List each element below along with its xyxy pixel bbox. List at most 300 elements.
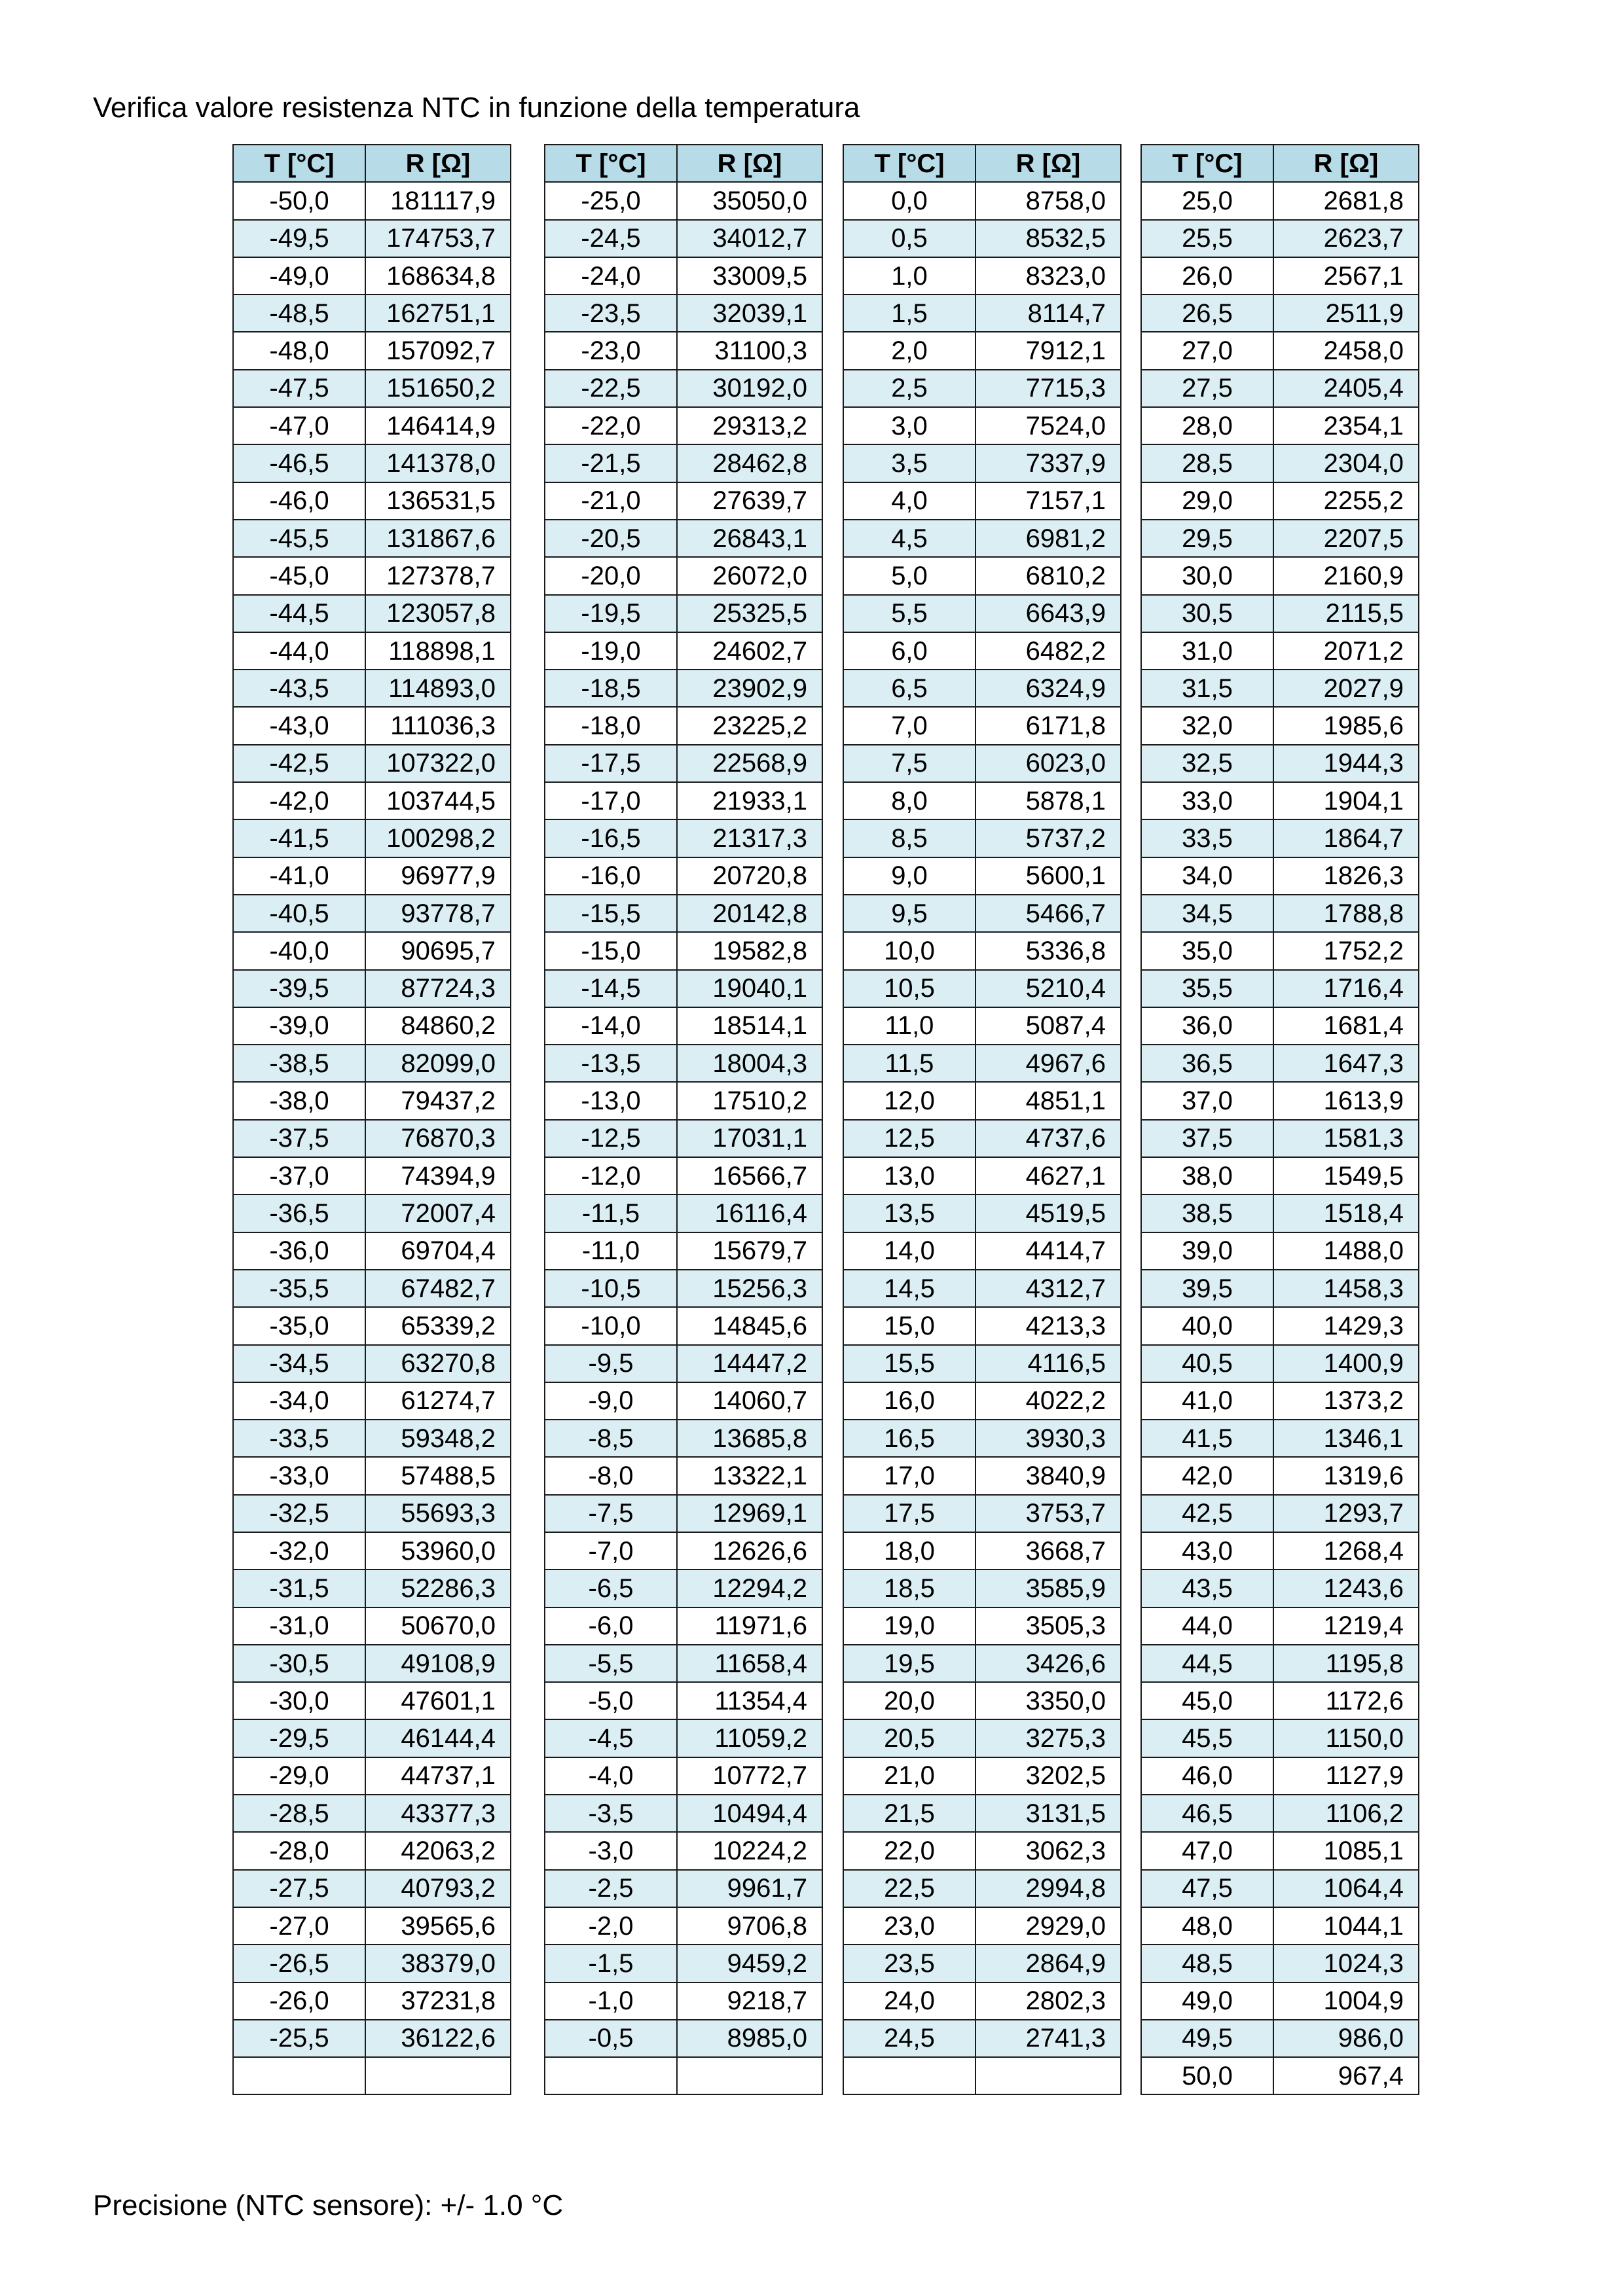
resistance-cell: 8758,0: [976, 182, 1121, 219]
temperature-cell: 6,5: [843, 670, 976, 707]
resistance-cell: 19040,1: [677, 970, 822, 1007]
table-row: [233, 1945, 511, 1982]
temperature-cell: 17,0: [843, 1457, 976, 1494]
table-row: [1141, 1194, 1419, 1232]
resistance-cell: 100298,2: [365, 819, 511, 857]
temperature-cell: 22,5: [843, 1870, 976, 1907]
table-row: [1141, 670, 1419, 707]
resistance-cell: 1268,4: [1273, 1532, 1419, 1570]
temperature-cell: -18,5: [545, 670, 677, 707]
resistance-cell: 3505,3: [976, 1607, 1121, 1645]
temperature-cell: 28,5: [1141, 444, 1273, 482]
resistance-cell: 1346,1: [1273, 1420, 1419, 1457]
resistance-cell: 3202,5: [976, 1757, 1121, 1795]
ntc-table-2: [544, 144, 823, 2095]
table-row: [233, 295, 511, 332]
table-row: [545, 782, 822, 819]
ntc-table-3: [843, 144, 1122, 2095]
header-row: [545, 145, 822, 182]
temperature-cell: 6,0: [843, 632, 976, 670]
table-row: [1141, 1157, 1419, 1194]
temperature-cell: -1,0: [545, 1982, 677, 2020]
resistance-cell: 4967,6: [976, 1045, 1121, 1082]
resistance-cell: [976, 2057, 1121, 2094]
resistance-cell: 1127,9: [1273, 1757, 1419, 1795]
resistance-cell: 174753,7: [365, 220, 511, 257]
resistance-cell: 43377,3: [365, 1795, 511, 1832]
temperature-cell: -38,0: [233, 1082, 365, 1119]
resistance-cell: 2027,9: [1273, 670, 1419, 707]
temperature-cell: 1,5: [843, 295, 976, 332]
resistance-cell: 103744,5: [365, 782, 511, 819]
table-row: [233, 970, 511, 1007]
table-row: [843, 295, 1121, 332]
table-row: [545, 819, 822, 857]
table-row: [545, 1645, 822, 1682]
resistance-cell: 5336,8: [976, 932, 1121, 969]
resistance-cell: 17031,1: [677, 1120, 822, 1157]
temperature-cell: 26,5: [1141, 295, 1273, 332]
ntc-table-1: [232, 144, 511, 2095]
temperature-cell: 31,5: [1141, 670, 1273, 707]
resistance-cell: 14845,6: [677, 1307, 822, 1344]
temperature-cell: 5,5: [843, 595, 976, 632]
table-row: [843, 444, 1121, 482]
resistance-cell: 44737,1: [365, 1757, 511, 1795]
resistance-cell: 2681,8: [1273, 182, 1419, 219]
temperature-cell: 15,0: [843, 1307, 976, 1344]
temperature-cell: -45,0: [233, 557, 365, 594]
table-row: [545, 1495, 822, 1532]
resistance-cell: 31100,3: [677, 332, 822, 369]
temperature-cell: -46,5: [233, 444, 365, 482]
table-row: [233, 407, 511, 444]
table-row: [233, 1420, 511, 1457]
resistance-cell: 29313,2: [677, 407, 822, 444]
table-row: [1141, 1757, 1419, 1795]
temperature-cell: -24,5: [545, 220, 677, 257]
temperature-cell: -8,5: [545, 1420, 677, 1457]
table-row: [233, 557, 511, 594]
resistance-cell: 4627,1: [976, 1157, 1121, 1194]
resistance-cell: 72007,4: [365, 1194, 511, 1232]
table-row: [1141, 1345, 1419, 1382]
temperature-cell: 48,5: [1141, 1945, 1273, 1982]
table-row: [545, 1870, 822, 1907]
temperature-cell: -25,0: [545, 182, 677, 219]
table-row: [233, 220, 511, 257]
temperature-cell: -20,5: [545, 520, 677, 557]
temperature-cell: 25,5: [1141, 220, 1273, 257]
temperature-cell: -13,5: [545, 1045, 677, 1082]
resistance-cell: 2458,0: [1273, 332, 1419, 369]
table-row: [233, 257, 511, 295]
temperature-cell: -37,5: [233, 1120, 365, 1157]
table-row: [1141, 932, 1419, 969]
table-row: [1141, 819, 1419, 857]
table-row: [843, 632, 1121, 670]
temperature-cell: 19,0: [843, 1607, 976, 1645]
resistance-cell: 146414,9: [365, 407, 511, 444]
resistance-cell: 13322,1: [677, 1457, 822, 1494]
resistance-cell: 6023,0: [976, 745, 1121, 782]
temperature-cell: -6,5: [545, 1570, 677, 1607]
table-row: [1141, 1532, 1419, 1570]
resistance-cell: 4312,7: [976, 1270, 1121, 1307]
resistance-cell: 18514,1: [677, 1007, 822, 1045]
resistance-cell: 8985,0: [677, 2020, 822, 2057]
resistance-cell: 5737,2: [976, 819, 1121, 857]
temperature-cell: -43,5: [233, 670, 365, 707]
resistance-cell: 14447,2: [677, 1345, 822, 1382]
resistance-header: R [Ω]: [1273, 145, 1419, 182]
resistance-cell: 6482,2: [976, 632, 1121, 670]
resistance-cell: 8323,0: [976, 257, 1121, 295]
temperature-cell: -15,0: [545, 932, 677, 969]
table-row: [233, 1607, 511, 1645]
temperature-cell: -43,0: [233, 707, 365, 744]
table-row: [545, 1082, 822, 1119]
table-row: [545, 1757, 822, 1795]
table-row: [1141, 1907, 1419, 1945]
resistance-cell: 22568,9: [677, 745, 822, 782]
table-row: [1141, 1420, 1419, 1457]
temperature-cell: 29,5: [1141, 520, 1273, 557]
table-row: [545, 1270, 822, 1307]
table-row: [843, 2020, 1121, 2057]
table-row: [233, 1382, 511, 1420]
table-row: [233, 1345, 511, 1382]
resistance-header: R [Ω]: [976, 145, 1121, 182]
temperature-cell: -19,5: [545, 595, 677, 632]
temperature-cell: 40,5: [1141, 1345, 1273, 1382]
resistance-cell: 2802,3: [976, 1982, 1121, 2020]
table-row: [843, 1270, 1121, 1307]
temperature-cell: 3,0: [843, 407, 976, 444]
table-row: [545, 1045, 822, 1082]
resistance-cell: 4116,5: [976, 1345, 1121, 1382]
table-row: [843, 1945, 1121, 1982]
table-row: [545, 257, 822, 295]
table-row: [843, 1120, 1121, 1157]
resistance-cell: 67482,7: [365, 1270, 511, 1307]
temperature-cell: 49,5: [1141, 2020, 1273, 2057]
table-row: [1141, 1232, 1419, 1270]
resistance-cell: 111036,3: [365, 707, 511, 744]
resistance-cell: 36122,6: [365, 2020, 511, 2057]
table-row: [545, 520, 822, 557]
table-row: [233, 1832, 511, 1869]
table-row: [1141, 745, 1419, 782]
resistance-cell: 5210,4: [976, 970, 1121, 1007]
table-row: [233, 1719, 511, 1757]
resistance-cell: 1488,0: [1273, 1232, 1419, 1270]
temperature-cell: [843, 2057, 976, 2094]
temperature-cell: -40,5: [233, 895, 365, 932]
temperature-cell: 30,0: [1141, 557, 1273, 594]
resistance-cell: 2304,0: [1273, 444, 1419, 482]
temperature-cell: 2,0: [843, 332, 976, 369]
temperature-cell: -46,0: [233, 482, 365, 520]
temperature-cell: -23,0: [545, 332, 677, 369]
table-row: [545, 1194, 822, 1232]
table-row: [843, 2057, 1121, 2094]
temperature-cell: -49,0: [233, 257, 365, 295]
temperature-cell: 4,5: [843, 520, 976, 557]
temperature-cell: 39,5: [1141, 1270, 1273, 1307]
temperature-cell: 48,0: [1141, 1907, 1273, 1945]
table-row: [1141, 1570, 1419, 1607]
temperature-cell: -11,5: [545, 1194, 677, 1232]
table-row: [233, 1645, 511, 1682]
resistance-cell: 17510,2: [677, 1082, 822, 1119]
temperature-cell: -12,5: [545, 1120, 677, 1157]
table-row: [233, 2057, 511, 2094]
resistance-cell: 157092,7: [365, 332, 511, 369]
table-row: [233, 1795, 511, 1832]
table-row: [843, 670, 1121, 707]
table-row: [233, 482, 511, 520]
resistance-cell: 7715,3: [976, 370, 1121, 407]
temperature-cell: -44,0: [233, 632, 365, 670]
resistance-cell: 55693,3: [365, 1495, 511, 1532]
resistance-cell: 87724,3: [365, 970, 511, 1007]
resistance-cell: 2354,1: [1273, 407, 1419, 444]
table-row: [1141, 1719, 1419, 1757]
resistance-cell: 50670,0: [365, 1607, 511, 1645]
table-row: [843, 1570, 1121, 1607]
resistance-cell: 61274,7: [365, 1382, 511, 1420]
temperature-cell: 14,5: [843, 1270, 976, 1307]
temperature-cell: [233, 2057, 365, 2094]
temperature-cell: -22,0: [545, 407, 677, 444]
temperature-cell: 35,5: [1141, 970, 1273, 1007]
temperature-cell: -23,5: [545, 295, 677, 332]
temperature-cell: -21,5: [545, 444, 677, 482]
resistance-cell: 7337,9: [976, 444, 1121, 482]
resistance-cell: 123057,8: [365, 595, 511, 632]
resistance-cell: 5466,7: [976, 895, 1121, 932]
table-row: [233, 932, 511, 969]
temperature-cell: -16,5: [545, 819, 677, 857]
precision-note: Precisione (NTC sensore): +/- 1.0 °C: [93, 2189, 564, 2221]
header-row: [843, 145, 1121, 182]
temperature-cell: -48,5: [233, 295, 365, 332]
resistance-cell: 7157,1: [976, 482, 1121, 520]
resistance-cell: 23902,9: [677, 670, 822, 707]
table-row: [843, 707, 1121, 744]
temperature-cell: -11,0: [545, 1232, 677, 1270]
table-row: [233, 782, 511, 819]
resistance-cell: 1293,7: [1273, 1495, 1419, 1532]
resistance-cell: 2994,8: [976, 1870, 1121, 1907]
resistance-cell: 21317,3: [677, 819, 822, 857]
resistance-cell: 162751,1: [365, 295, 511, 332]
temperature-cell: -1,5: [545, 1945, 677, 1982]
resistance-cell: 6324,9: [976, 670, 1121, 707]
temperature-cell: -0,5: [545, 2020, 677, 2057]
resistance-cell: 1826,3: [1273, 857, 1419, 895]
temperature-cell: 37,5: [1141, 1120, 1273, 1157]
resistance-cell: 47601,1: [365, 1682, 511, 1719]
table-row: [1141, 1457, 1419, 1494]
temperature-cell: -10,5: [545, 1270, 677, 1307]
resistance-cell: 4022,2: [976, 1382, 1121, 1420]
temperature-cell: 45,0: [1141, 1682, 1273, 1719]
resistance-cell: 1219,4: [1273, 1607, 1419, 1645]
temperature-cell: 9,0: [843, 857, 976, 895]
temperature-cell: -50,0: [233, 182, 365, 219]
temperature-header: T [°C]: [843, 145, 976, 182]
table-row: [545, 220, 822, 257]
resistance-cell: 3668,7: [976, 1532, 1121, 1570]
temperature-cell: -28,5: [233, 1795, 365, 1832]
resistance-cell: 6810,2: [976, 557, 1121, 594]
resistance-cell: 1581,3: [1273, 1120, 1419, 1157]
resistance-cell: 5087,4: [976, 1007, 1121, 1045]
table-row: [233, 1982, 511, 2020]
temperature-cell: -34,0: [233, 1382, 365, 1420]
resistance-cell: 42063,2: [365, 1832, 511, 1869]
resistance-cell: 90695,7: [365, 932, 511, 969]
resistance-cell: 1106,2: [1273, 1795, 1419, 1832]
table-row: [545, 295, 822, 332]
table-row: [545, 1232, 822, 1270]
resistance-cell: 5600,1: [976, 857, 1121, 895]
table-row: [233, 1194, 511, 1232]
temperature-cell: -2,0: [545, 1907, 677, 1945]
temperature-cell: 36,0: [1141, 1007, 1273, 1045]
table-row: [233, 670, 511, 707]
temperature-cell: -30,5: [233, 1645, 365, 1682]
temperature-cell: -33,5: [233, 1420, 365, 1457]
table-row: [843, 895, 1121, 932]
temperature-cell: -45,5: [233, 520, 365, 557]
resistance-cell: 69704,4: [365, 1232, 511, 1270]
table-row: [843, 1870, 1121, 1907]
resistance-cell: 1319,6: [1273, 1457, 1419, 1494]
temperature-cell: -47,5: [233, 370, 365, 407]
resistance-cell: 3426,6: [976, 1645, 1121, 1682]
table-row: [1141, 557, 1419, 594]
temperature-cell: -9,5: [545, 1345, 677, 1382]
temperature-cell: -29,5: [233, 1719, 365, 1757]
resistance-cell: 11354,4: [677, 1682, 822, 1719]
resistance-cell: 6981,2: [976, 520, 1121, 557]
table-row: [843, 1757, 1121, 1795]
resistance-cell: 1243,6: [1273, 1570, 1419, 1607]
temperature-cell: -5,5: [545, 1645, 677, 1682]
table-row: [545, 1457, 822, 1494]
resistance-cell: 20720,8: [677, 857, 822, 895]
table-row: [843, 332, 1121, 369]
temperature-cell: 23,5: [843, 1945, 976, 1982]
temperature-cell: -32,0: [233, 1532, 365, 1570]
resistance-cell: 57488,5: [365, 1457, 511, 1494]
resistance-cell: 40793,2: [365, 1870, 511, 1907]
table-row: [843, 1307, 1121, 1344]
resistance-cell: 84860,2: [365, 1007, 511, 1045]
resistance-cell: 7524,0: [976, 407, 1121, 444]
resistance-cell: 30192,0: [677, 370, 822, 407]
resistance-cell: 9706,8: [677, 1907, 822, 1945]
table-row: [843, 1607, 1121, 1645]
temperature-cell: -26,0: [233, 1982, 365, 2020]
table-row: [843, 857, 1121, 895]
temperature-cell: 10,5: [843, 970, 976, 1007]
resistance-cell: 16566,7: [677, 1157, 822, 1194]
resistance-header: R [Ω]: [677, 145, 822, 182]
table-row: [545, 1007, 822, 1045]
temperature-cell: 0,0: [843, 182, 976, 219]
resistance-cell: 19582,8: [677, 932, 822, 969]
resistance-cell: 151650,2: [365, 370, 511, 407]
table-row: [545, 407, 822, 444]
table-row: [843, 745, 1121, 782]
table-row: [1141, 332, 1419, 369]
resistance-cell: 74394,9: [365, 1157, 511, 1194]
resistance-cell: 10224,2: [677, 1832, 822, 1869]
resistance-cell: 4414,7: [976, 1232, 1121, 1270]
table-row: [1141, 857, 1419, 895]
table-row: [545, 1607, 822, 1645]
table-row: [233, 1907, 511, 1945]
table-row: [1141, 1307, 1419, 1344]
resistance-cell: 46144,4: [365, 1719, 511, 1757]
table-row: [843, 1832, 1121, 1869]
resistance-cell: 2255,2: [1273, 482, 1419, 520]
table-row: [545, 1157, 822, 1194]
temperature-cell: 16,5: [843, 1420, 976, 1457]
table-row: [843, 782, 1121, 819]
temperature-cell: 47,0: [1141, 1832, 1273, 1869]
temperature-cell: -27,0: [233, 1907, 365, 1945]
temperature-cell: -31,5: [233, 1570, 365, 1607]
resistance-cell: 1716,4: [1273, 970, 1419, 1007]
temperature-cell: -20,0: [545, 557, 677, 594]
table-row: [1141, 782, 1419, 819]
temperature-cell: 42,0: [1141, 1457, 1273, 1494]
resistance-cell: 8114,7: [976, 295, 1121, 332]
table-row: [545, 482, 822, 520]
resistance-cell: 3131,5: [976, 1795, 1121, 1832]
temperature-cell: -41,0: [233, 857, 365, 895]
temperature-cell: 13,0: [843, 1157, 976, 1194]
table-row: [545, 557, 822, 594]
resistance-cell: 18004,3: [677, 1045, 822, 1082]
temperature-cell: 41,5: [1141, 1420, 1273, 1457]
resistance-cell: 7912,1: [976, 332, 1121, 369]
table-row: [1141, 1607, 1419, 1645]
temperature-cell: 13,5: [843, 1194, 976, 1232]
resistance-cell: 11658,4: [677, 1645, 822, 1682]
table-row: [545, 932, 822, 969]
temperature-cell: -4,5: [545, 1719, 677, 1757]
resistance-cell: 96977,9: [365, 857, 511, 895]
resistance-cell: 21933,1: [677, 782, 822, 819]
table-row: [843, 970, 1121, 1007]
table-row: [1141, 1045, 1419, 1082]
table-row: [545, 632, 822, 670]
table-row: [233, 444, 511, 482]
table-row: [545, 370, 822, 407]
temperature-cell: 49,0: [1141, 1982, 1273, 2020]
table-row: [843, 1457, 1121, 1494]
temperature-cell: -13,0: [545, 1082, 677, 1119]
table-row: [843, 1907, 1121, 1945]
temperature-cell: 43,0: [1141, 1532, 1273, 1570]
temperature-cell: -14,5: [545, 970, 677, 1007]
